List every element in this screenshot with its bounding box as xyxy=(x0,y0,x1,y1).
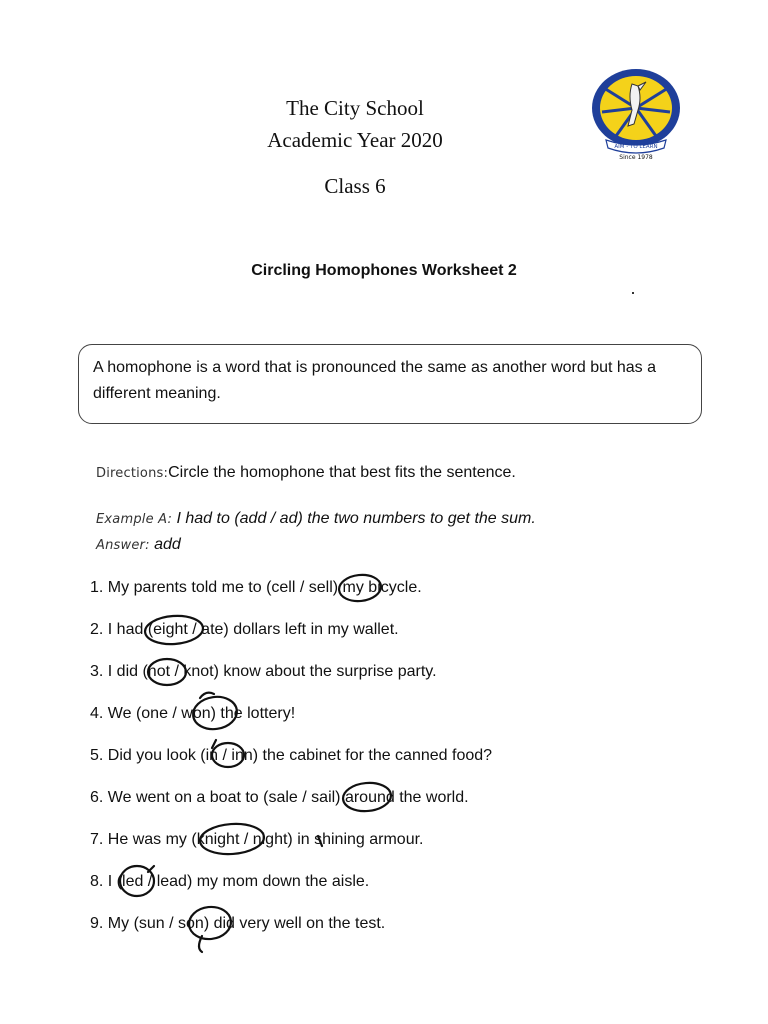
directions-text: Circle the homophone that best fits the sentence. xyxy=(168,464,516,481)
answer-label: Answer: xyxy=(96,538,150,553)
example-text: I had to (add / ad) the two numbers to get the sum. xyxy=(172,510,536,527)
logo-motto: AIM - TO LEARN xyxy=(614,144,658,150)
definition-box xyxy=(78,344,702,424)
question-item: 3. I did (not / knot) know about the surprise party. xyxy=(90,663,437,680)
stray-mark xyxy=(632,292,634,294)
question-item: 6. We went on a boat to (sale / sail) around the world. xyxy=(90,789,469,806)
directions-line xyxy=(96,464,516,482)
question-item: 1. My parents told me to (cell / sell) my bicycle. xyxy=(90,579,422,596)
school-logo xyxy=(588,66,684,162)
logo-since: Since 1978 xyxy=(619,154,653,161)
school-name: The City School xyxy=(286,96,424,120)
academic-year: Academic Year 2020 xyxy=(267,128,443,152)
answer-line xyxy=(96,536,181,554)
school-header xyxy=(230,92,480,202)
definition-text: A homophone is a word that is pronounced the same as another word but has a different meaning. xyxy=(93,359,657,402)
question-item: 7. He was my (knight / night) in shining armour. xyxy=(90,831,424,848)
question-item: 5. Did you look (in / inn) the cabinet for the canned food? xyxy=(90,747,493,764)
answer-text: add xyxy=(149,536,181,553)
question-item: 8. I (led / lead) my mom down the aisle. xyxy=(90,873,370,890)
directions-label: Directions: xyxy=(96,466,169,481)
example-line xyxy=(96,510,536,528)
question-list xyxy=(90,578,492,956)
question-item: 9. My (sun / son) did very well on the test. xyxy=(90,915,386,932)
question-item: 4. We (one / won) the lottery! xyxy=(90,705,296,722)
example-label: Example A: xyxy=(96,512,173,527)
worksheet-title: Circling Homophones Worksheet 2 xyxy=(251,262,517,279)
class-label: Class 6 xyxy=(324,174,386,198)
question-item: 2. I had (eight / ate) dollars left in my wallet. xyxy=(90,621,399,638)
